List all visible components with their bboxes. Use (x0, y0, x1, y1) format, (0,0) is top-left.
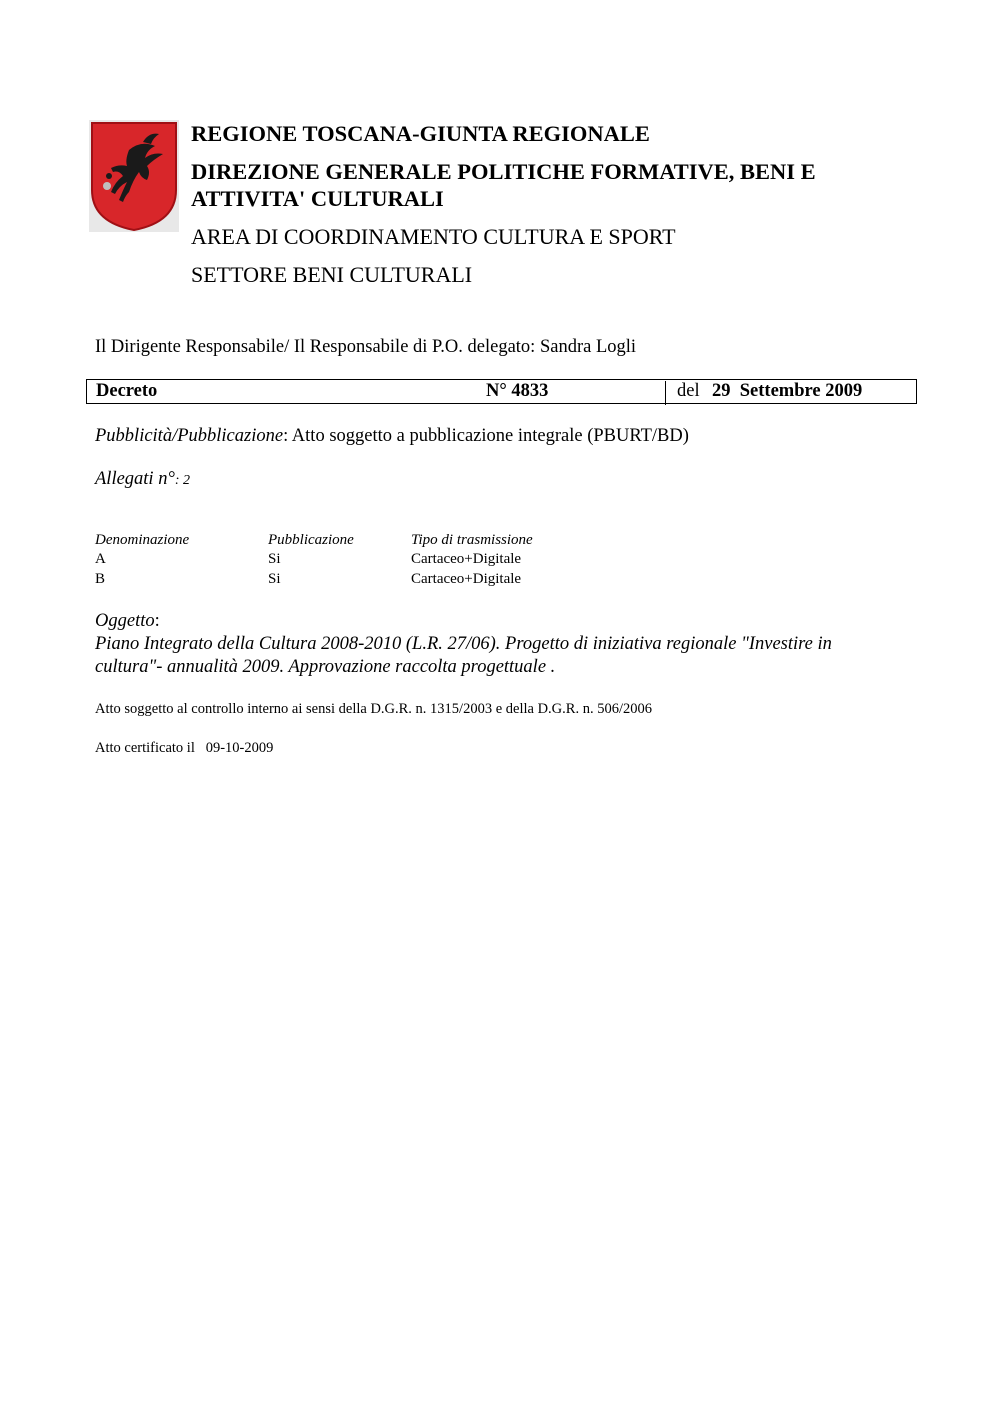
decreto-del-label: del (677, 381, 700, 401)
pubblicazione-label: Pubblicità/Pubblicazione (95, 426, 284, 446)
header-region: REGIONE TOSCANA-GIUNTA REGIONALE (191, 121, 650, 146)
decreto-label: Decreto (96, 381, 158, 401)
table-cell: Si (268, 571, 281, 587)
table-header-pubblicazione: Pubblicazione (268, 532, 354, 548)
regione-toscana-logo (89, 120, 179, 232)
oggetto-text-line2: cultura"- annualità 2009. Approvazione raccolta progettuale . (95, 657, 556, 677)
decreto-divider (665, 381, 667, 405)
allegati-label: Allegati n° (95, 469, 175, 489)
dirigente-line: Il Dirigente Responsabile/ Il Responsabile di P.O. delegato: Sandra Logli (95, 337, 637, 357)
table-header-trasmissione: Tipo di trasmissione (411, 532, 533, 548)
oggetto-label: Oggetto (95, 611, 155, 631)
table-cell: Si (268, 551, 281, 567)
header-sector: SETTORE BENI CULTURALI (191, 262, 473, 287)
certificato-note: Atto certificato il 09-10-2009 (95, 740, 274, 756)
controllo-note: Atto soggetto al controllo interno ai sensi della D.G.R. n. 1315/2003 e della D.G.R. n. 506/2006 (95, 701, 652, 717)
table-cell: Cartaceo+Digitale (411, 571, 522, 587)
oggetto-colon: : (154, 611, 160, 631)
decreto-number: N° 4833 (486, 381, 549, 401)
allegati-line (95, 469, 190, 490)
oggetto-heading (95, 611, 160, 632)
table-header-denominazione: Denominazione (95, 532, 190, 548)
table-cell: Cartaceo+Digitale (411, 551, 522, 567)
pegasus-shield-icon (89, 120, 179, 232)
header-direction-line1: DIREZIONE GENERALE POLITICHE FORMATIVE, BENI E (191, 159, 816, 184)
pubblicazione-line (95, 426, 689, 447)
header-area: AREA DI COORDINAMENTO CULTURA E SPORT (191, 224, 676, 249)
allegati-count: : 2 (174, 473, 191, 488)
table-cell: B (95, 571, 106, 587)
table-cell: A (95, 551, 106, 567)
pubblicazione-value: : Atto soggetto a pubblicazione integrale (PBURT/BD) (283, 426, 689, 446)
header-direction-line2: ATTIVITA' CULTURALI (191, 186, 444, 211)
decreto-date: 29 Settembre 2009 (712, 381, 863, 401)
oggetto-text-line1: Piano Integrato della Cultura 2008-2010 (L.R. 27/06). Progetto di iniziativa regionale "Investire in (95, 634, 832, 654)
